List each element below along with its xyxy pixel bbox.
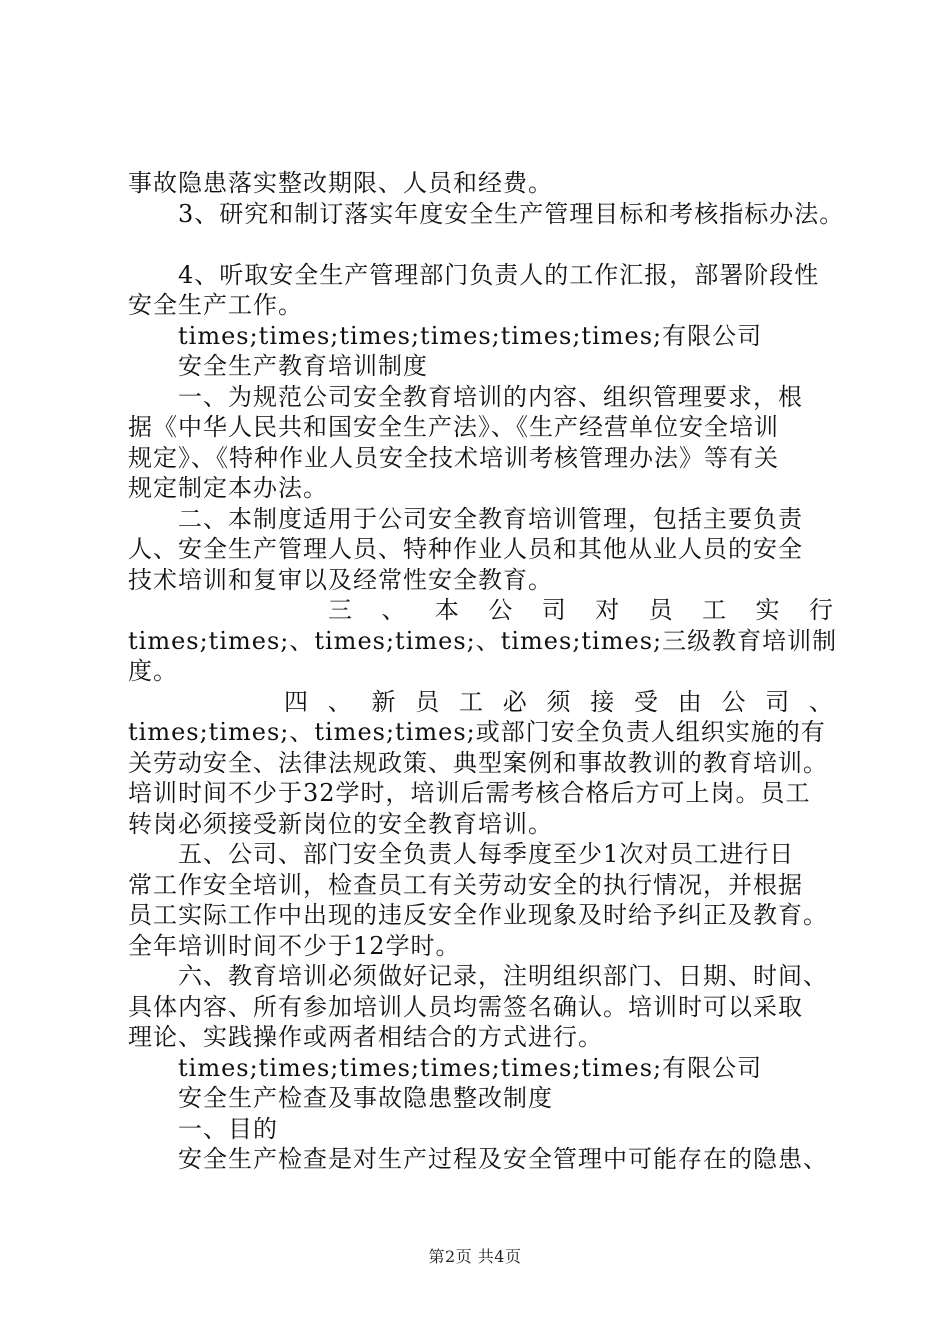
text-line: times;times;、times;times;、times;times;三级教育培训制 <box>128 626 838 655</box>
spread-text-line: 三 、 本 公 司 对 员 工 实 行 <box>328 596 834 624</box>
text-line: 六、教育培训必须做好记录，注明组织部门、日期、时间、 <box>178 962 828 990</box>
text-line: 度。 <box>128 657 178 685</box>
text-line: 事故隐患落实整改期限、人员和经费。 <box>128 169 553 197</box>
text-line: 安全生产教育培训制度 <box>178 352 428 380</box>
text-line: 人、安全生产管理人员、特种作业人员和其他从业人员的安全 <box>128 535 803 563</box>
text-line: 二、本制度适用于公司安全教育培训管理，包括主要负责 <box>178 504 803 533</box>
blank-line <box>128 229 834 260</box>
text-line: 理论、实践操作或两者相结合的方式进行。 <box>128 1023 603 1051</box>
text-line: 具体内容、所有参加培训人员均需签名确认。培训时可以采取 <box>128 992 803 1021</box>
text-line: 员工实际工作中出现的违反安全作业现象及时给予纠正及教育。 <box>128 901 828 929</box>
document-body <box>128 168 845 1175</box>
text-line: 转岗必须接受新岗位的安全教育培训。 <box>128 809 553 838</box>
text-line: 规定》、《特种作业人员安全技术培训考核管理办法》等有关 <box>128 443 779 472</box>
text-line: 常工作安全培训，检查员工有关劳动安全的执行情况，并根据 <box>128 870 803 899</box>
text-line: 安全生产检查及事故隐患整改制度 <box>178 1084 553 1112</box>
text-line: 全年培训时间不少于12学时。 <box>128 931 461 960</box>
text-line: 五、公司、部门安全负责人每季度至少1次对员工进行日 <box>178 840 795 868</box>
text-line: 一、目的 <box>178 1114 278 1143</box>
text-line: times;times;times;times;times;times;有限公司 <box>178 321 763 350</box>
text-line: 3、研究和制订落实年度安全生产管理目标和考核指标办法。 <box>178 199 845 228</box>
text-line: 据《中华人民共和国安全生产法》、《生产经营单位安全培训 <box>128 413 779 441</box>
text-line: 安全生产检查是对生产过程及安全管理中可能存在的隐患、 <box>178 1145 828 1173</box>
spread-text-line: 四 、 新 员 工 必 须 接 受 由 公 司 、 <box>284 687 834 716</box>
text-line: 安全生产工作。 <box>128 291 303 319</box>
text-line: 一、为规范公司安全教育培训的内容、组织管理要求，根 <box>178 382 803 411</box>
text-line: 关劳动安全、法律法规政策、典型案例和事故教训的教育培训。 <box>128 748 828 777</box>
text-line: 技术培训和复审以及经常性安全教育。 <box>128 565 553 594</box>
text-line: 规定制定本办法。 <box>128 474 328 502</box>
text-line: times;times;、times;times;或部门安全负责人组织实施的有 <box>128 718 826 746</box>
text-line: 培训时间不少于32学时，培训后需考核合格后方可上岗。员工 <box>128 779 811 807</box>
text-line: times;times;times;times;times;times;有限公司 <box>178 1053 763 1082</box>
page-footer: 第2页 共4页 <box>428 1247 522 1266</box>
text-line: 4、听取安全生产管理部门负责人的工作汇报，部署阶段性 <box>178 260 820 289</box>
